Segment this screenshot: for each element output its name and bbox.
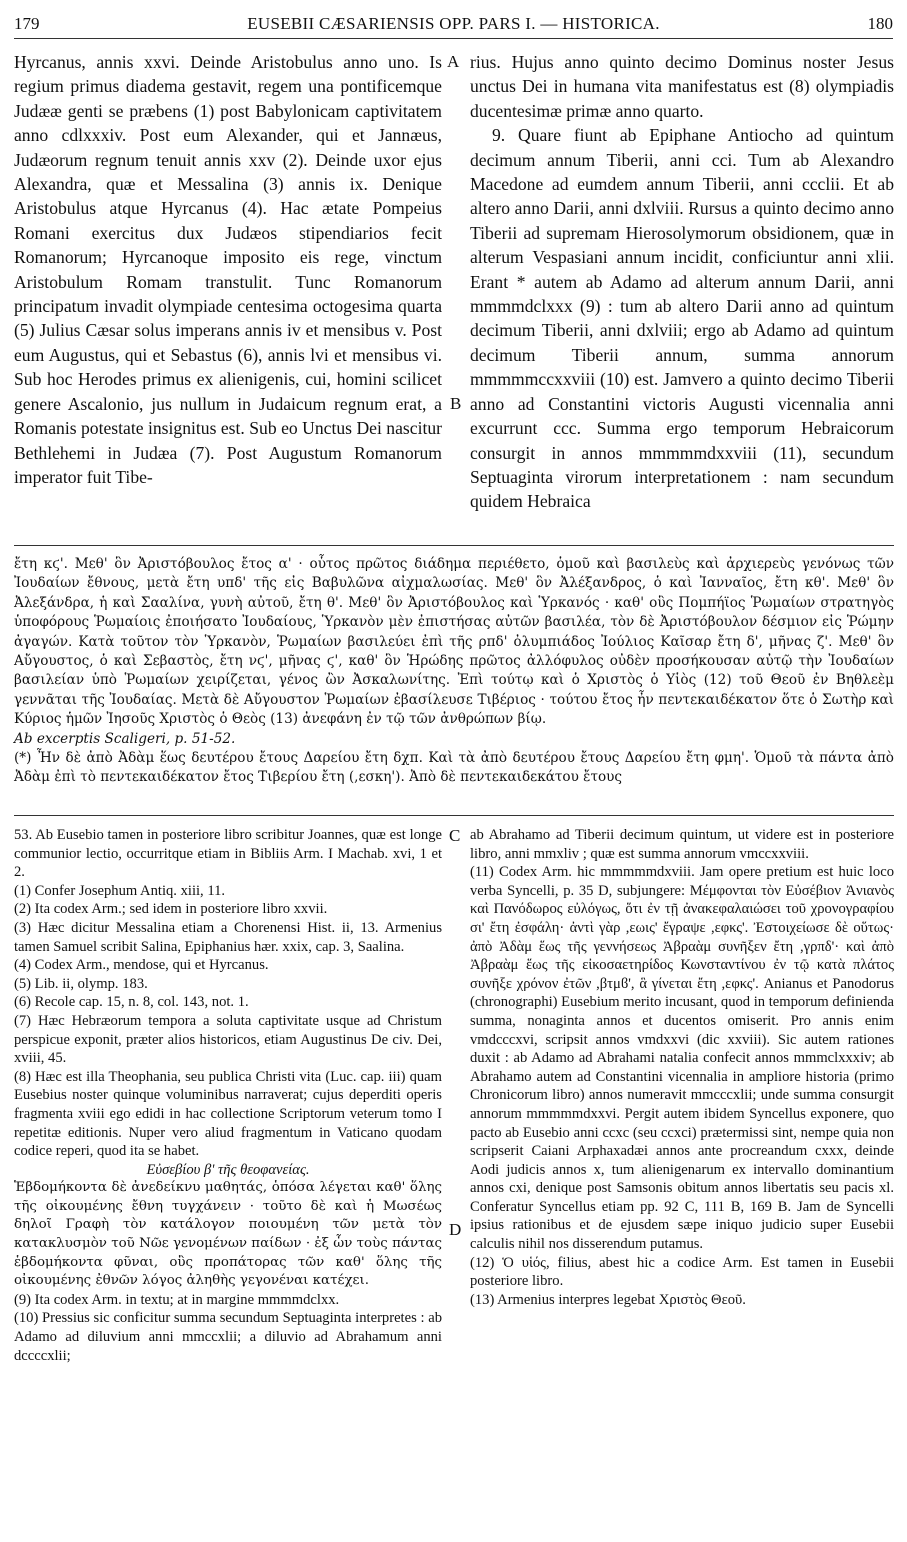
- note-item: (8) Hæc est illa Theophania, seu publica Christi vita (Luc. cap. iii) quam Eusebius noster quinque voluminibus narraverat; cujus deperditi operis fragmenta xviii ego edidi in hac collectione Scriptorum veterum tomo I repetitæ editionis. Nuper vero aliud fragmentum in Vaticano quodam codice reperi, quod ita se habet.: [14, 1068, 442, 1160]
- notes-right-column: [470, 826, 894, 1309]
- note-item: (5) Lib. ii, olymp. 183.: [14, 975, 148, 992]
- note-item: (3) Hæc dicitur Messalina etiam a Chorenensi Hist. ii, 13. Armenius tamen Samuel scribit Salina, Epiphanius hær. xxix, cap. 3, Saalina.: [14, 919, 442, 955]
- divider-rule: [14, 545, 894, 546]
- notes-divider-rule: [14, 815, 894, 816]
- page-number-left: 179: [14, 14, 40, 33]
- page-header: [14, 12, 893, 39]
- margin-marker-b: B: [450, 394, 462, 413]
- note-item: (2) Ita codex Arm.; sed idem in posteriore libro xxvii.: [14, 901, 328, 918]
- note-item: ab Abrahamo ad Tiberii decimum quintum, ut videre est in posteriore libro, anni mmxliv ; quæ est summa annorum vmccxxviii.: [470, 827, 894, 862]
- margin-marker-a: A: [447, 52, 460, 71]
- main-right-paragraph-1: rius. Hujus anno quinto decimo Dominus noster Jesus unctus Dei in humana vita manifestatus est (8) olympiadis ducentesimæ primæ anno quarto.: [470, 52, 894, 121]
- main-text-left-column: [14, 50, 442, 489]
- note-item: (12) Ὁ υἱός, filius, abest hic a codice Arm. Est tamen in Eusebii posteriore libro.: [470, 1254, 894, 1290]
- note-item: (13) Armenius interpres legebat Χριστὸς Θεοῦ.: [470, 1291, 746, 1308]
- note-item: (6) Recole cap. 15, n. 8, col. 143, not. 1.: [14, 994, 249, 1011]
- theophania-greek-fragment: Ἑβδομήκοντα δὲ ἀνεδείκνυ μαθητάς, ὁπόσα λέγεται καθ' ὅλης τῆς οἰκουμένης ἔθνη τυγχάνειν · τοῦτο δὲ καὶ ἡ Μωσέως δηλοῖ Γραφὴ τὸν κατάλογον ποιουμένη τῶν μετὰ τὸν κατακλυσμὸν τοῦ Νῶε γενομένων παίδων · ἐξ ὧν τοὺς πάντας ἑβδομήκοντα φῦναι, οὓς προπάτορας τῶν καθ' ὅλης τῆς οἰκουμένης ἐθνῶν λόγος ἀληθὴς γεγονέναι κατέχει.: [14, 1180, 442, 1289]
- theophania-heading: Εὐσεβίου β' τῆς θεοφανείας.: [146, 1161, 310, 1178]
- note-item: (11) Codex Arm. hic mmmmmdxviii. Jam opere pretium est huic loco verba Syncelli, p. 35 D, subjungere: Μέμφονται τὸν Εὐσέβιον Ἀνιανὸς καὶ Πανόδωρος εὐλόγως, ὅτι ἐν τῇ ἀνακεφαλαιώσει τοῦ χρονογραφίου σι' ἔτη ἐσφάλη· ἀντὶ γὰρ ,εωις' ἔγραψε ,εφκς'. Ἐστοιχείωσε δὲ οὕτως· ἀπὸ Ἀδὰμ ἕως τῆς γεννήσεως Ἀβραὰμ συνῆξεν ἔτη ,γρπδ'· καὶ ἀπὸ Ἀβραὰμ ἕως τῆς εἰκοσαετηρίδος Κωνσταντίνου ἐν τῷ κατὰ πλάτος συνῆξε χρόνον ἐτῶν ,βτμϐ', ἃ γίνεται ἔτη ,εφκς'. Anianus et Panodorus (chronographi) Eusebium merito incusant, quod in temporum definienda summa, nonaginta annos et ducentos omiserit. Pro annis enim vmdcccxvi, scripsit annos vmdxxvi (dic xxviii). Sic autem rationes duxit : ab Adamo ad Abrahami natalia confecit annos mmmclxxxiv; ab Abrahamo autem ad Constantini vicennalia in ampliore historia (primo Chronicorum libro) annos numeravit mmcccxlii; unde summa consurgit annorum mmmmmdxxvi. Pergit autem ibidem Syncellus exponere, quo pacto ab Eusebio anni ccxc (seu ccxci) prætermissi sint, nempe quia non scripserit Caiani Arphaxadæi annos ante procreandum cxxx, deinde Aodi judicis annos x, tum alienigenarum ex intervallo dominantium annos cxi, denique post Samsonis obitum annos libertatis seu pacis xl. Conferatur Syncellus etiam pp. 92 C, 111 B, 169 B. Jam de Syncelli ipsius rationibus et de ejusdem sæpe iniquo judicio super Eusebii calculis nihil nos disserendum putamus.: [470, 864, 894, 1253]
- main-left-paragraph: Hyrcanus, annis xxvi. Deinde Aristobulus anno uno. Is regium primus diadema gestavit, regem una pontificemque Judææ genti se præbens (1) post Babylonicam captivitatem anno cdlxxxiv. Post eum Alexander, qui et Jannæus, Judæorum regnum tenuit annis xxv (2). Deinde uxor ejus Alexandra, quæ et Messalina (3) annis ix. Denique Aristobulus atque Hyrcanus (4). Hac ætate Pompeius Romani exercitus dux Judæos stipendiarios fecit Romanorum; Hyrcanoque imposito eis rege, vinctum Aristobulum Romam transtulit. Tunc Romanorum principatum invadit olympiade centesima octogesima quarta (5) Julius Cæsar solus imperans annis iv et mensibus v. Post eum Augustus, qui et Sebastus (6), annis lvi et mensibus vi. Sub hoc Herodes primus ex alienigenis, cui, homini scilicet genere Ascalonio, jus nullum in Judaicum regnum erat, a Romanis potestate insignitus est. Sub eo Unctus Dei nascitur Bethlehemi in Judæa (7). Post Augustum Romanorum imperator fuit Tibe-: [14, 52, 442, 487]
- main-text-right-column: [470, 50, 894, 514]
- note-item: (4) Codex Arm., mendose, qui et Hyrcanus.: [14, 957, 269, 974]
- greek-footnote-star: (*) Ἦν δὲ ἀπὸ Ἀδὰμ ἕως δευτέρου ἔτους Δαρείου ἔτη δχπ. Καὶ τὰ ἀπὸ δευτέρου ἔτους Δαρείου ἔτη φμη'. Ὁμοῦ τὰ πάντα ἀπὸ Ἀδὰμ ἐπὶ τὸ πεντεκαιδέκατον ἔτος Τιβερίου ἔτη (,εσκη'). Ἀπὸ δὲ πεντεκαιδεκάτου ἔτους: [14, 750, 894, 786]
- greek-source-citation: Ab excerptis Scaligeri, p. 51-52.: [14, 730, 236, 747]
- note-item: (7) Hæc Hebræorum tempora a soluta captivitate usque ad Christum perspicue exponit, præter alios historicos, etiam Augustinus De civ. Dei, xviii, 45.: [14, 1012, 442, 1067]
- main-right-paragraph-2: 9. Quare fiunt ab Epiphane Antiocho ad quintum decimum annum Tiberii, anni cci. Tum ab Alexandro Macedone ad eumdem annum Tiberii, anni ccclii. Et ab altero anno Darii, anni dxlviii. Rursus a quinto decimo anno Tiberii ad supremam Hierosolymorum obsidionem, quæ in alterum Vespasiani annum incidit, conficiuntur anni xlii. Erant * autem ab Adamo ad alterum annum Darii, anni mmmmdclxxx (9) : tum ab altero Darii anno ad quintum decimum Tiberii, anni dxlviii; ergo ab Adamo ad quintum decimum Tiberii annum, summa annorum mmmmmccxxviii (10) est. Jamvero a quinto decimo Tiberii anno ad Constantini victoris Augusti vicennalia anni excurrunt ccc. Summa ergo temporum Hebraicorum consurgit in annos mmmmmdxxviii (11), secundum Septuaginta virorum interpretationem : nam secundum quidem Hebraica: [470, 125, 894, 512]
- margin-marker-c: C: [449, 826, 461, 845]
- notes-left-column: [14, 826, 442, 1365]
- greek-paragraph: ἔτη κϛ'. Μεθ' ὃν Ἀριστόβουλος ἔτος α' · οὗτος πρῶτος διάδημα περιέθετο, ὁμοῦ καὶ βασιλεὺς καὶ ἀρχιερεὺς γενόνως τῶν Ἰουδαίων ἔθνους, μετὰ ἔτη υπδ' τῆς εἰς Βαβυλῶνα αἰχμαλωσίας. Μεθ' ὃν Ἀλέξανδρος, ὁ καὶ Ἰανναῖος, ἔτη κθ'. Μεθ' ὃν Ἀλεξάνδρα, ἡ καὶ Σααλίνα, γυνὴ αὐτοῦ, ἔτη θ'. Μεθ' ὃν Ἀριστόβουλος καὶ Ὑρκανός · καθ' οὓς Πομπήϊος Ῥωμαίων στρατηγὸς ὑποφόρους Ῥωμαίοις ἐποιήσατο Ἰουδαίους, Ὑρκανὸν μὲν ἐπιστήσας αὐτῶν βασιλέα, τὸν δὲ Ἀριστόβουλον δέσμιον εἰς Ῥώμην ἀγαγών. Κατὰ τοῦτον τὸν Ὑρκανὸν, Ῥωμαίων βασιλεύει ἐπὶ τῆς ρπδ' ὀλυμπιάδος Ἰούλιος Καῖσαρ ἔτη δ', μῆνας ζ'. Μεθ' ὃν Αὔγουστος, ὁ καὶ Σεβαστὸς, ἔτη νϛ', μῆνας ϛ', καθ' ὃν Ἡρώδης πρῶτος ἀλλόφυλος οὐδὲν προσήκουσαν αὐτῷ τὴν Ἰουδαίων βασιλείαν ὑπὸ Ῥωμαίων χειρίζεται, γένος ὢν Ἀσκαλωνίτης. Ἐπὶ τούτῳ καὶ ὁ Χριστὸς ὁ Υἱὸς (12) τοῦ Θεοῦ ἐν Βηθλεὲμ γεννᾶται τῆς Ἰουδαίας. Μετὰ δὲ Αὔγουστον Ῥωμαίων ἐβασίλευσε Τιβέριος · τούτου ἔτος ἦν πεντεκαιδέκατον ὅτε ὁ Σωτὴρ καὶ Κύριος ἡμῶν Ἰησοῦς Χριστὸς ὁ Θεὸς (13) ἀνεφάνη ἐν τῷ τῶν ἀνθρώπων βίῳ.: [14, 556, 894, 728]
- note-item: (1) Confer Josephum Antiq. xiii, 11.: [14, 882, 226, 899]
- note-item: 53. Ab Eusebio tamen in posteriore libro scribitur Joannes, quæ est longe communior lectio, occurritque etiam in Bibliis Arm. I Machab. xvi, 1 et 2.: [14, 827, 442, 881]
- margin-marker-d: D: [449, 1220, 462, 1239]
- note-item: (9) Ita codex Arm. in textu; at in margine mmmmdclxx.: [14, 1291, 340, 1308]
- page-number-right: 180: [867, 14, 893, 33]
- greek-text-block: [14, 555, 894, 788]
- running-title: EUSEBII CÆSARIENSIS OPP. PARS I. — HISTORICA.: [247, 14, 660, 33]
- note-item: (10) Pressius sic conficitur summa secundum Septuaginta interpretes : ab Adamo ad diluvium anni mmccxlii; a diluvio ad Abrahamum anni dccccxlii;: [14, 1310, 442, 1364]
